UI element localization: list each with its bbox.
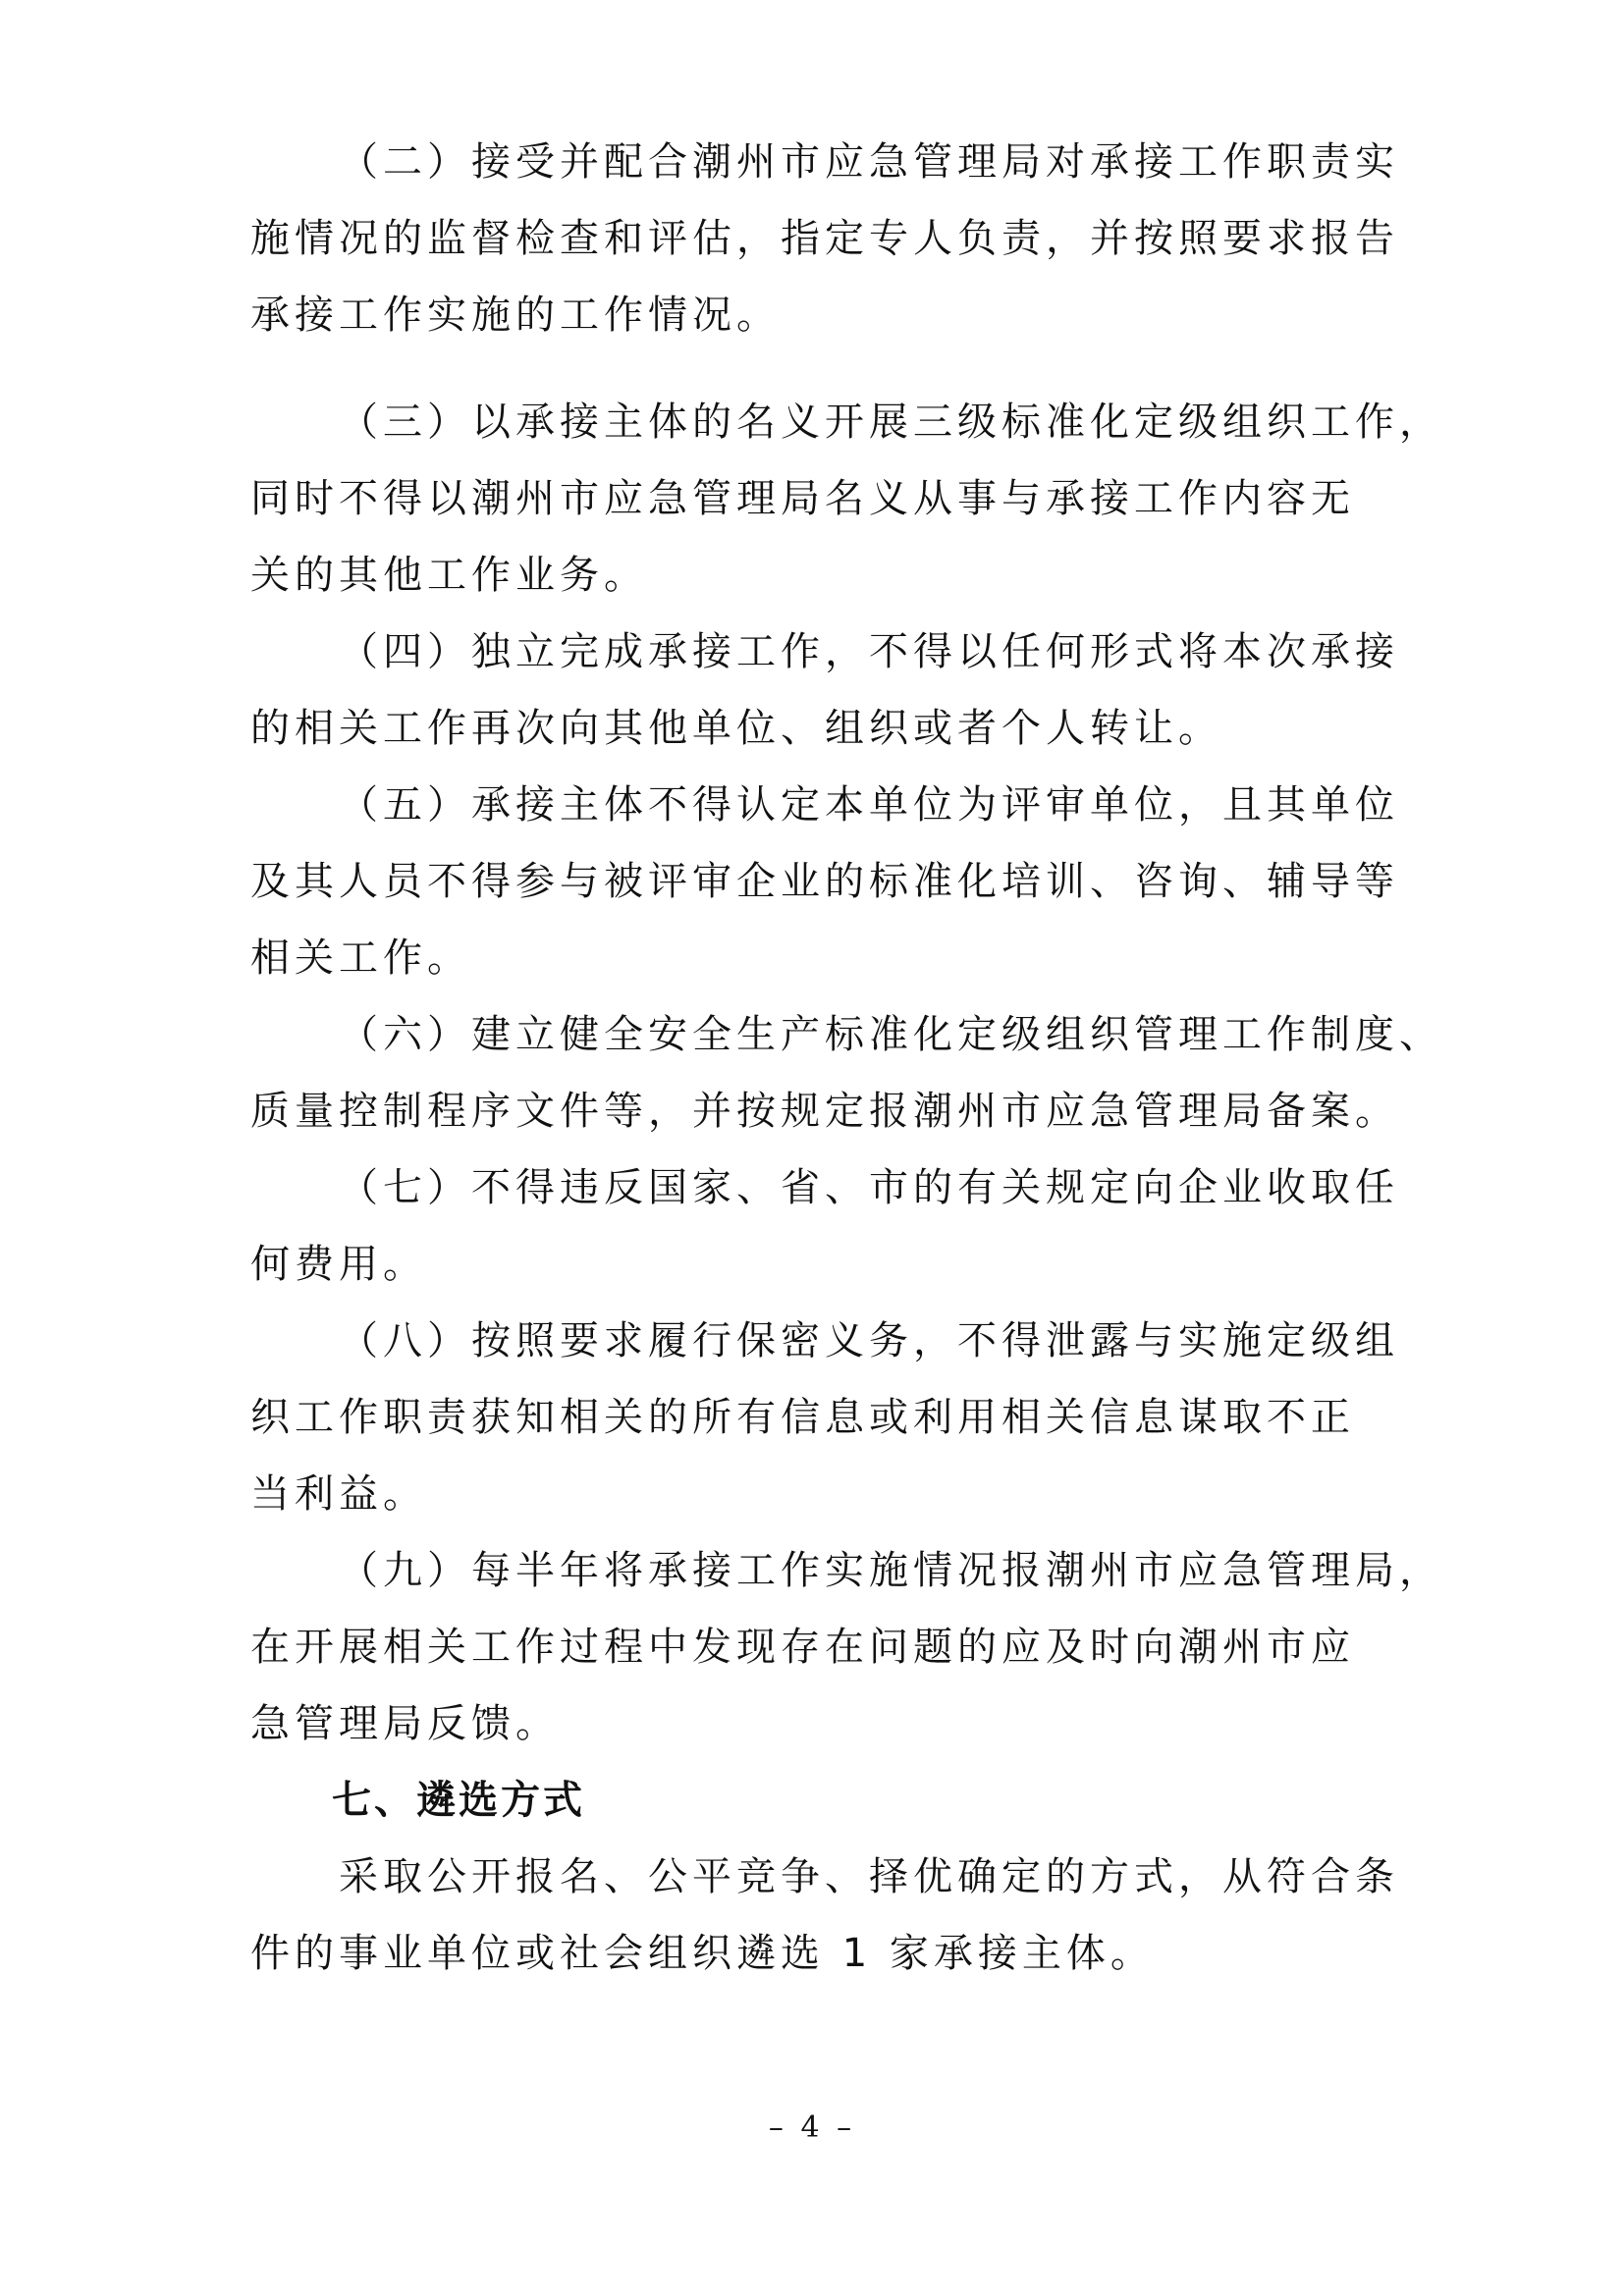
paragraph-5-line-1: （五）承接主体不得认定本单位为评审单位，且其单位 <box>339 782 1399 828</box>
paragraph-6-line-2: 质量控制程序文件等，并按规定报潮州市应急管理局备案。 <box>250 1089 1399 1134</box>
paragraph-8-line-3: 当利益。 <box>250 1471 427 1517</box>
paragraph-9-line-2: 在开展相关工作过程中发现存在问题的应及时向潮州市应 <box>250 1625 1355 1670</box>
paragraph-4-line-2: 的相关工作再次向其他单位、组织或者个人转让。 <box>250 706 1222 751</box>
paragraph-3-line-3: 关的其他工作业务。 <box>250 553 648 598</box>
paragraph-2-line-2: 施情况的监督检查和评估，指定专人负责，并按照要求报告 <box>250 216 1399 261</box>
final-paragraph-line-1: 采取公开报名、公平竞争、择优确定的方式，从符合条 <box>339 1854 1399 1899</box>
paragraph-9-line-1: （九）每半年将承接工作实施情况报潮州市应急管理局， <box>339 1548 1443 1593</box>
paragraph-5-line-3: 相关工作。 <box>250 935 471 981</box>
paragraph-2-line-3: 承接工作实施的工作情况。 <box>250 293 781 338</box>
paragraph-5-line-2: 及其人员不得参与被评审企业的标准化培训、咨询、辅导等 <box>250 859 1399 904</box>
paragraph-2-line-1: （二）接受并配合潮州市应急管理局对承接工作职责实 <box>339 139 1399 185</box>
final-paragraph-line-2: 件的事业单位或社会组织遴选 1 家承接主体。 <box>250 1931 1155 1976</box>
paragraph-8-line-2: 织工作职责获知相关的所有信息或利用相关信息谋取不正 <box>250 1395 1355 1440</box>
paragraph-7-line-1: （七）不得违反国家、省、市的有关规定向企业收取任 <box>339 1165 1399 1210</box>
paragraph-7-line-2: 何费用。 <box>250 1242 427 1287</box>
page-number: – 4 – <box>768 2110 856 2145</box>
paragraph-3-line-2: 同时不得以潮州市应急管理局名义从事与承接工作内容无 <box>250 476 1355 521</box>
paragraph-6-line-1: （六）建立健全安全生产标准化定级组织管理工作制度、 <box>339 1012 1443 1057</box>
paragraph-3-line-1: （三）以承接主体的名义开展三级标准化定级组织工作， <box>339 400 1443 445</box>
paragraph-8-line-1: （八）按照要求履行保密义务，不得泄露与实施定级组 <box>339 1318 1399 1363</box>
paragraph-9-line-3: 急管理局反馈。 <box>250 1701 560 1746</box>
paragraph-4-line-1: （四）独立完成承接工作，不得以任何形式将本次承接 <box>339 629 1399 674</box>
section-heading: 七、遴选方式 <box>332 1778 585 1823</box>
